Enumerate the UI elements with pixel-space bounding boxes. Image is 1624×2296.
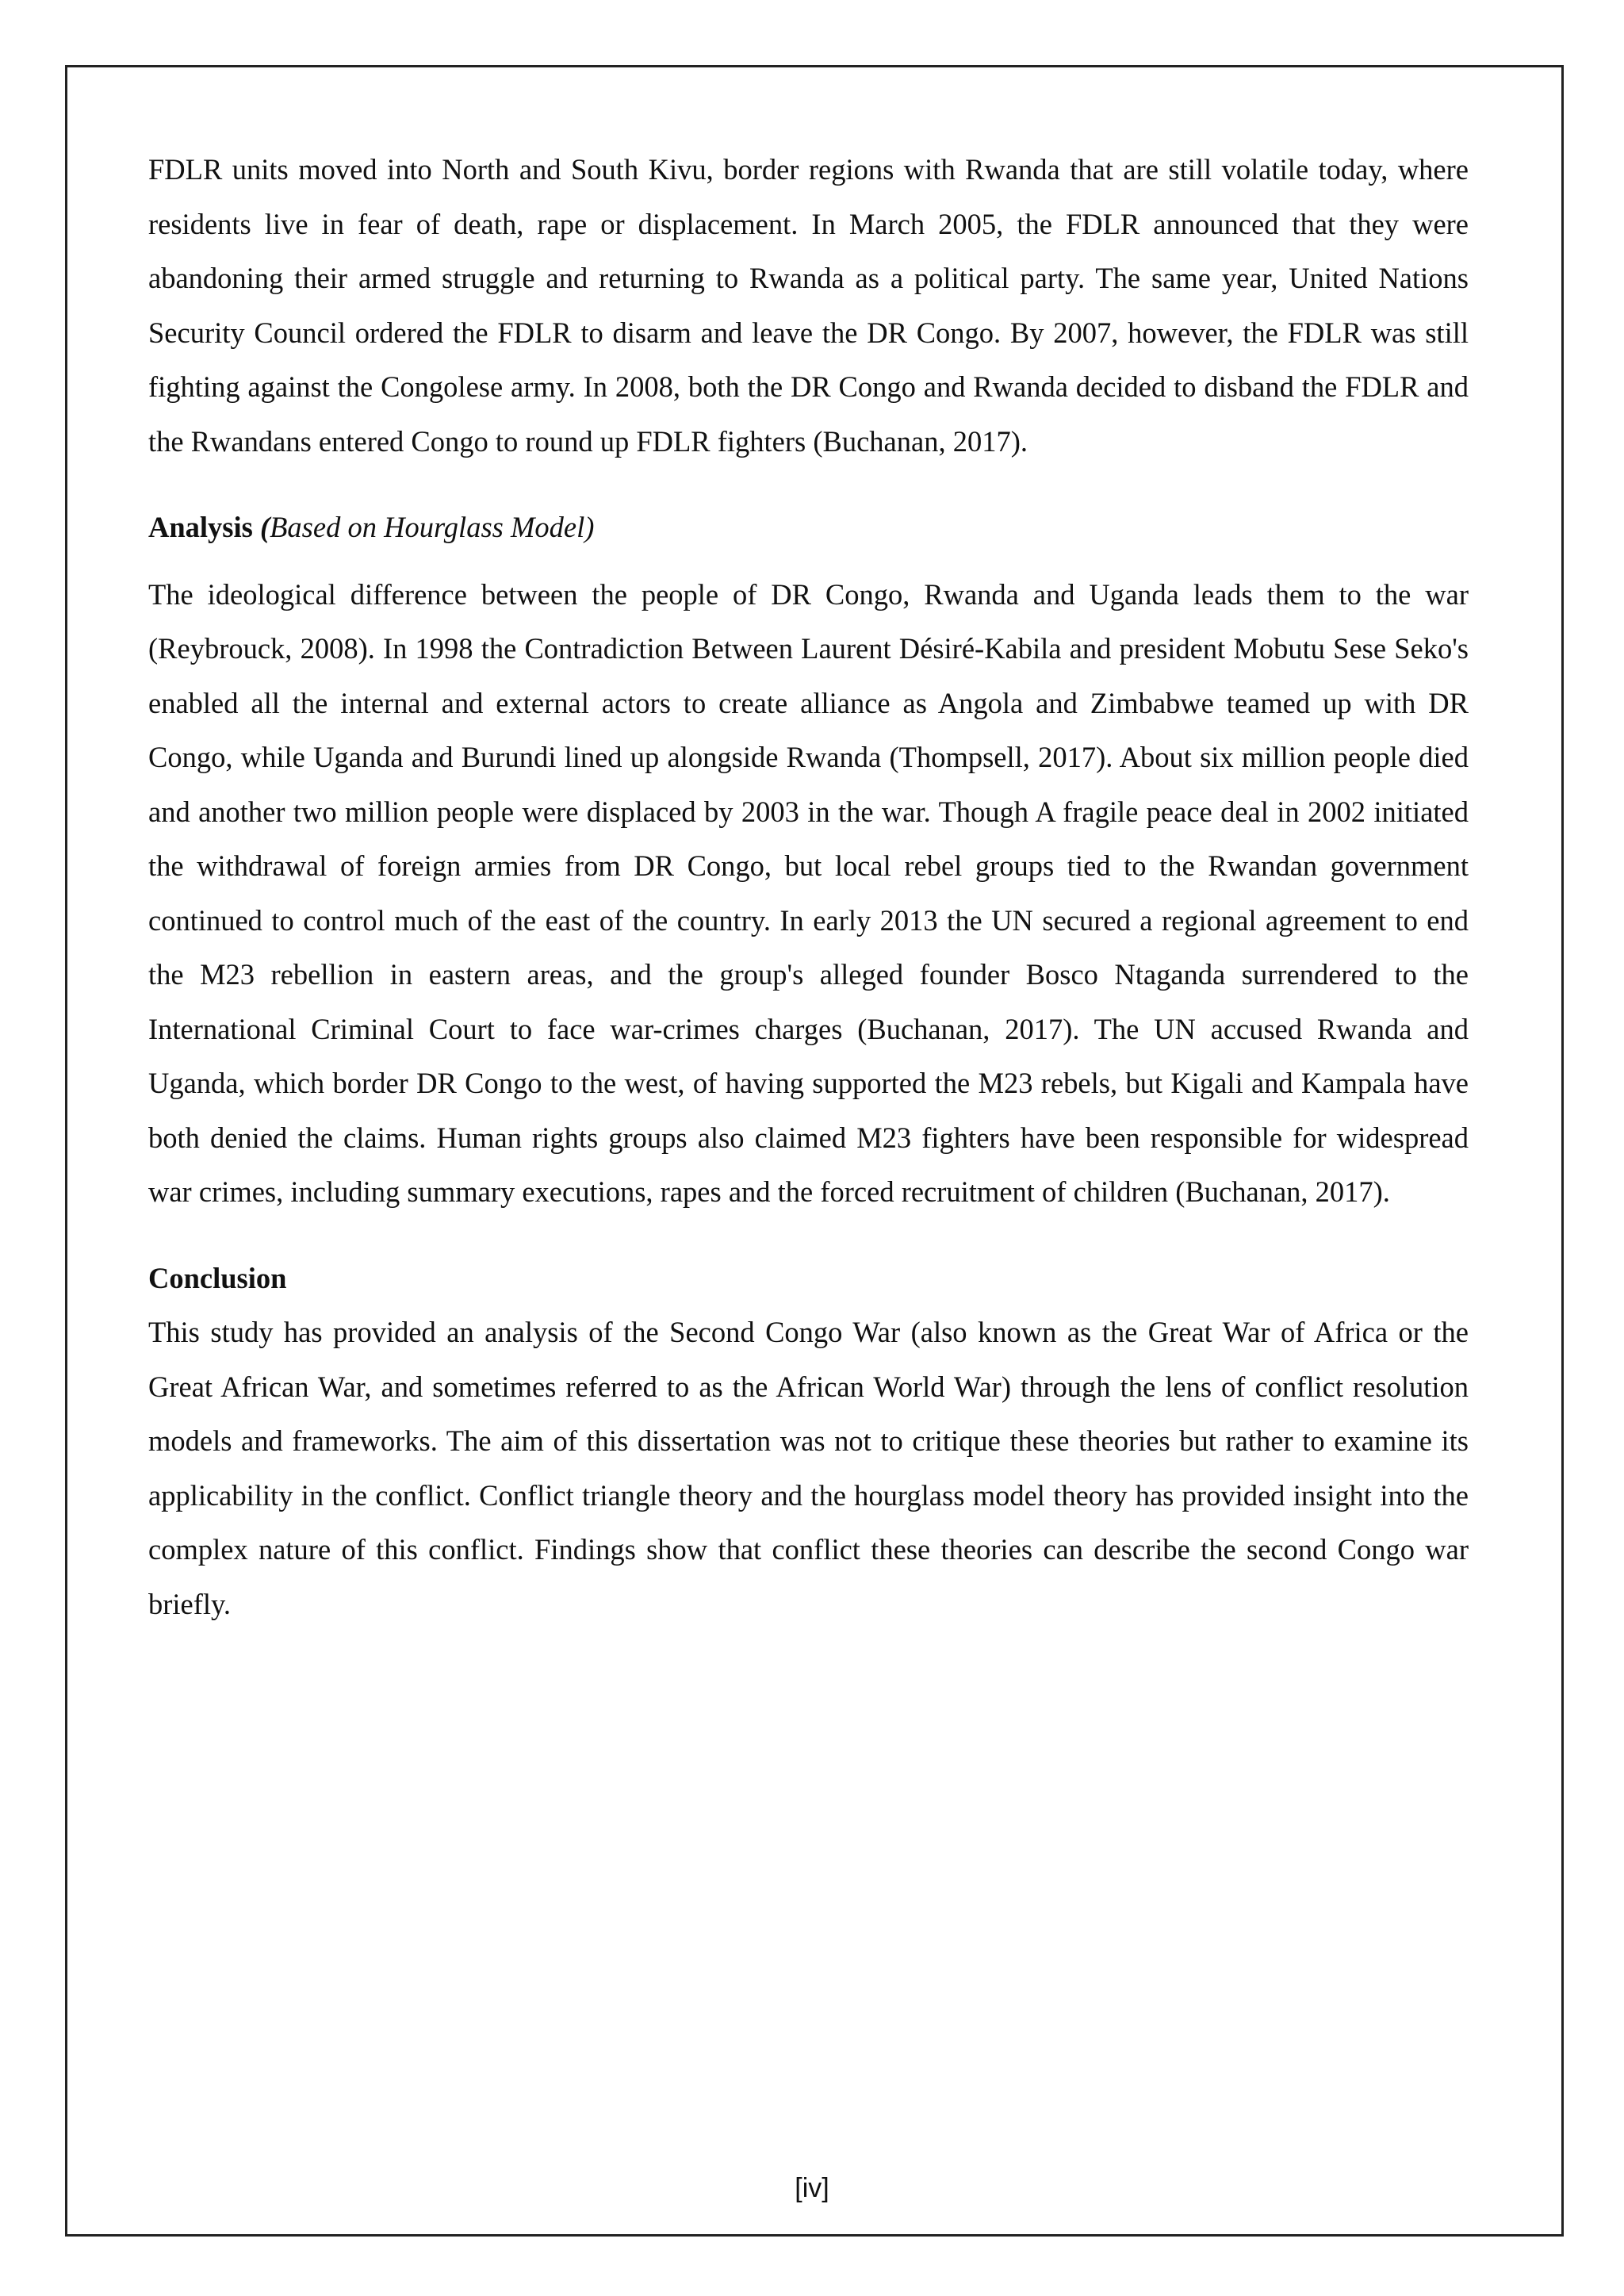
- body-paragraph-analysis: The ideological difference between the people of DR Congo, Rwanda and Uganda leads them to the war (Reybrouck, 2008). In 1998 the Contradiction Between Laurent Désiré-Kabila and president Mobutu Sese Seko's enabled all the internal and external actors to create alliance as Angola and Zimbabwe teamed up with DR Congo, while Uganda and Burundi lined up alongside Rwanda (Thompsell, 2017). About six million people died and another two million people were displaced by 2003 in the war. Though A fragile peace deal in 2002 initiated the withdrawal of foreign armies from DR Congo, but local rebel groups tied to the Rwandan government continued to control much of the east of the country. In early 2013 the UN secured a regional agreement to end the M23 rebellion in eastern areas, and the group's alleged founder Bosco Ntaganda surrendered to the International Criminal Court to face war-crimes charges (Buchanan, 2017). The UN accused Rwanda and Uganda, which border DR Congo to the west, of having supported the M23 rebels, but Kigali and Kampala have both denied the claims. Human rights groups also claimed M23 fighters have been responsible for widespread war crimes, including summary executions, rapes and the forced recruitment of children (Buchanan, 2017).: [148, 577, 1469, 1208]
- document-body: [148, 143, 1469, 1631]
- section-heading-analysis: [148, 500, 1469, 555]
- section-heading-conclusion: Conclusion: [148, 1261, 287, 1294]
- analysis-heading-subtitle: Based on Hourglass Model): [270, 511, 595, 543]
- body-paragraph-conclusion: This study has provided an analysis of the Second Congo War (also known as the Great War of Africa or the Great African War, and sometimes referred to as the African World War) through the lens of conflict resolution models and frameworks. The aim of this dissertation was not to critique these theories but rather to examine its applicability in the conflict. Conflict triangle theory and the hourglass model theory has provided insight into the complex nature of this conflict. Findings show that conflict these theories can describe the second Congo war briefly.: [148, 1316, 1469, 1620]
- page-number: [iv]: [795, 2173, 829, 2203]
- analysis-heading-title: Analysis: [148, 511, 253, 543]
- body-paragraph-fdlr: FDLR units moved into North and South Kivu, border regions with Rwanda that are still volatile today, where residents live in fear of death, rape or displacement. In March 2005, the FDLR announced that they were abandoning their armed struggle and returning to Rwanda as a political party. The same year, United Nations Security Council ordered the FDLR to disarm and leave the DR Congo. By 2007, however, the FDLR was still fighting against the Congolese army. In 2008, both the DR Congo and Rwanda decided to disband the FDLR and the Rwandans entered Congo to round up FDLR fighters (Buchanan, 2017).: [148, 153, 1469, 458]
- analysis-heading-paren: (: [259, 511, 270, 543]
